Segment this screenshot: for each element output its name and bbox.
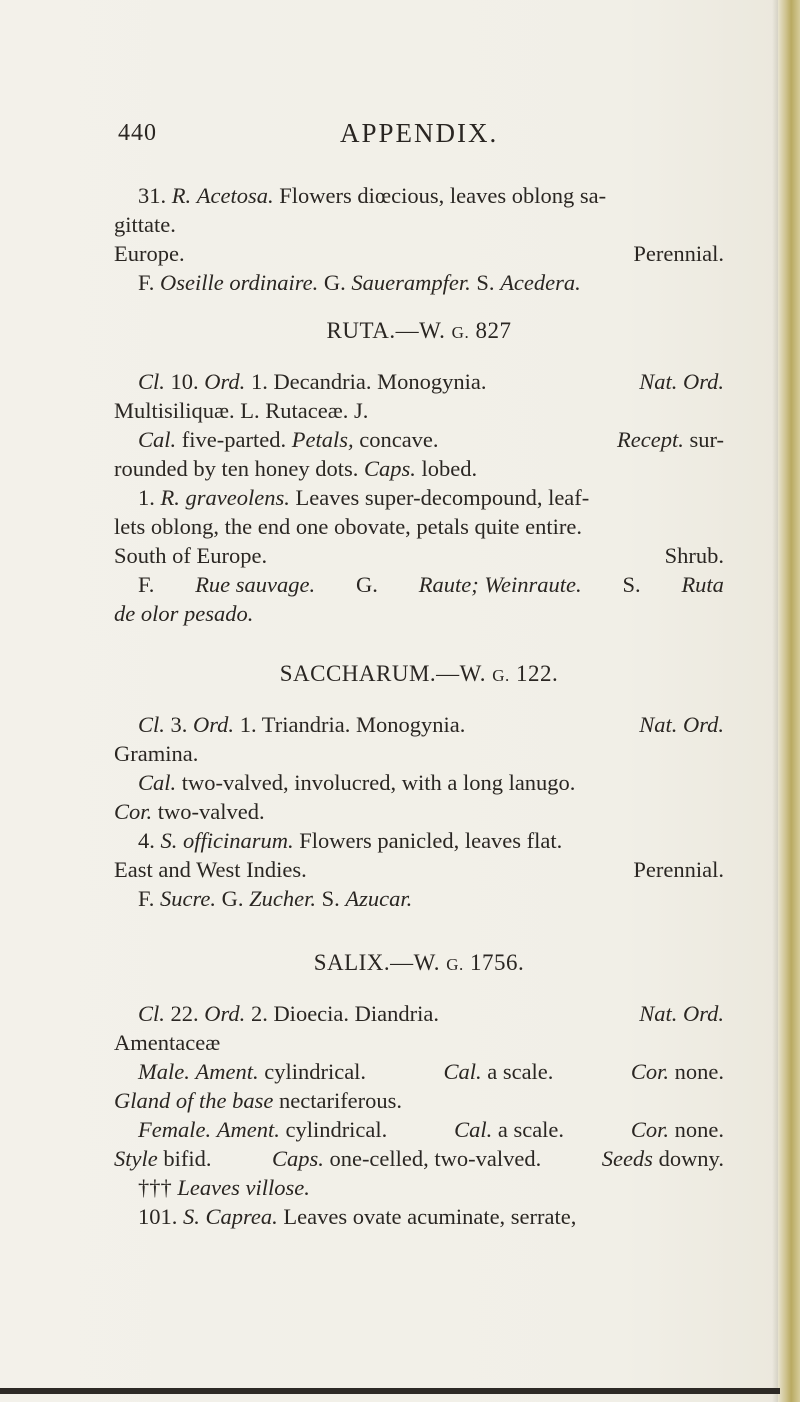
salix-species: 101. S. Caprea. Leaves ovate acuminate, serrate,	[138, 1204, 577, 1229]
genus-heading-saccharum: SACCHARUM.—W. G. 122.	[279, 661, 559, 686]
saccharum-species: 4. S. officinarum. Flowers panicled, leaves flat.	[138, 828, 563, 853]
salix-classification: Cl. 22. Ord. 2. Dioecia. Diandria. Nat. Ord.	[138, 1001, 724, 1026]
acetosa-habitat: Europe. Perennial.	[114, 241, 724, 266]
gilt-page-edge	[778, 0, 800, 1402]
ruta-characters: Cal. five-parted. Petals, concave. Recept. sur-	[138, 427, 724, 452]
saccharum-classification: Cl. 3. Ord. 1. Triandria. Monogynia. Nat. Ord.	[138, 712, 724, 737]
text-block	[114, 181, 724, 1231]
salix-female: Female. Ament. cylindrical. Cal. a scale. Cor. none.	[138, 1117, 724, 1142]
dagger-marks: †††	[138, 1175, 172, 1200]
ruta-natural-order: Multisiliquæ. L. Rutaceæ. J.	[114, 398, 369, 423]
species-name: Acetosa.	[196, 183, 274, 208]
saccharum-natural-order: Gramina.	[114, 741, 199, 766]
acetosa-line-2: gittate.	[114, 212, 176, 237]
running-title: APPENDIX.	[340, 118, 499, 148]
salix-natural-order: Amentaceæ	[114, 1030, 221, 1055]
ruta-species-1: 1. R. graveolens. Leaves super-decompound, leaf-	[138, 485, 590, 510]
ruta-habitat: South of Europe. Shrub.	[114, 543, 724, 568]
ruta-classification: Cl. 10. Ord. 1. Decandria. Monogynia. Nat. Ord.	[138, 369, 724, 394]
ruta-characters-2: rounded by ten honey dots. Caps. lobed.	[114, 456, 478, 481]
ruta-vernacular: F. Rue sauvage. G. Raute; Weinraute. S. Ruta	[138, 572, 724, 597]
page-header	[0, 120, 780, 160]
bottom-edge-rule	[0, 1388, 780, 1394]
page-number: 440	[118, 120, 157, 146]
ruta-vernacular-2: de olor pesado.	[114, 601, 254, 626]
salix-fruit: Style bifid. Caps. one-celled, two-valved. Seeds downy.	[114, 1146, 724, 1171]
salix-gland: Gland of the base nectariferous.	[114, 1088, 403, 1113]
salix-male: Male. Ament. cylindrical. Cal. a scale. Cor. none.	[138, 1059, 724, 1084]
genus-heading-ruta: RUTA.—W. G. 827	[326, 318, 512, 343]
salix-section: ††† Leaves villose.	[138, 1175, 310, 1200]
genus-heading-salix: SALIX.—W. G. 1756.	[313, 950, 525, 975]
acetosa-vernacular: F. Oseille ordinaire. G. Sauerampfer. S. Acedera.	[138, 270, 581, 295]
saccharum-habitat: East and West Indies. Perennial.	[114, 857, 724, 882]
saccharum-vernacular: F. Sucre. G. Zucher. S. Azucar.	[138, 886, 413, 911]
acetosa-line-1: 31. R. Acetosa. Flowers diœcious, leaves oblong sa-	[138, 183, 607, 208]
saccharum-corolla: Cor. two-valved.	[114, 799, 265, 824]
ruta-species-2: lets oblong, the end one obovate, petals quite entire.	[114, 514, 582, 539]
saccharum-calyx: Cal. two-valved, involucred, with a long lanugo.	[138, 770, 576, 795]
